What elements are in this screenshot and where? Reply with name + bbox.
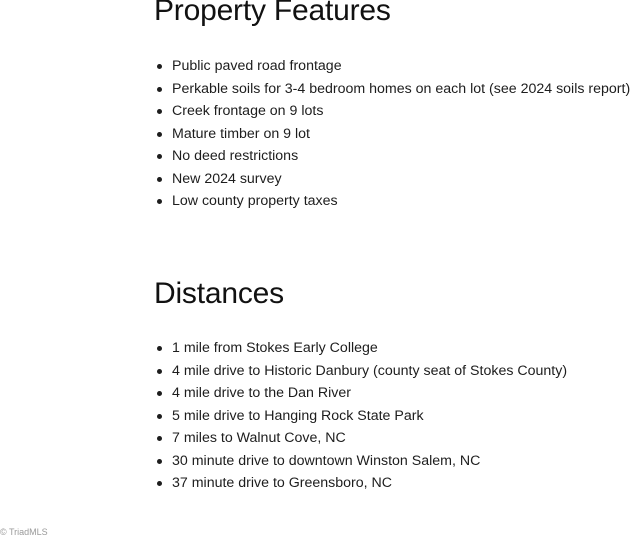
property-features-heading: Property Features <box>154 0 391 27</box>
list-item: Public paved road frontage <box>154 55 630 78</box>
list-item: 5 mile drive to Hanging Rock State Park <box>154 405 567 428</box>
property-features-list <box>154 55 630 213</box>
list-item: Creek frontage on 9 lots <box>154 100 630 123</box>
list-item: 37 minute drive to Greensboro, NC <box>154 472 567 495</box>
list-item: 1 mile from Stokes Early College <box>154 337 567 360</box>
triadmls-watermark: © TriadMLS <box>0 527 48 537</box>
list-item: 7 miles to Walnut Cove, NC <box>154 427 567 450</box>
distances-list <box>154 337 567 495</box>
list-item: Low county property taxes <box>154 190 630 213</box>
list-item: Perkable soils for 3-4 bedroom homes on each lot (see 2024 soils report) <box>154 78 630 101</box>
list-item: 4 mile drive to the Dan River <box>154 382 567 405</box>
list-item: New 2024 survey <box>154 168 630 191</box>
list-item: 4 mile drive to Historic Danbury (county seat of Stokes County) <box>154 360 567 383</box>
list-item: 30 minute drive to downtown Winston Salem, NC <box>154 450 567 473</box>
distances-heading: Distances <box>154 277 284 310</box>
list-item: Mature timber on 9 lot <box>154 123 630 146</box>
distances-section <box>154 274 640 491</box>
property-features-section <box>154 0 640 209</box>
list-item: No deed restrictions <box>154 145 630 168</box>
